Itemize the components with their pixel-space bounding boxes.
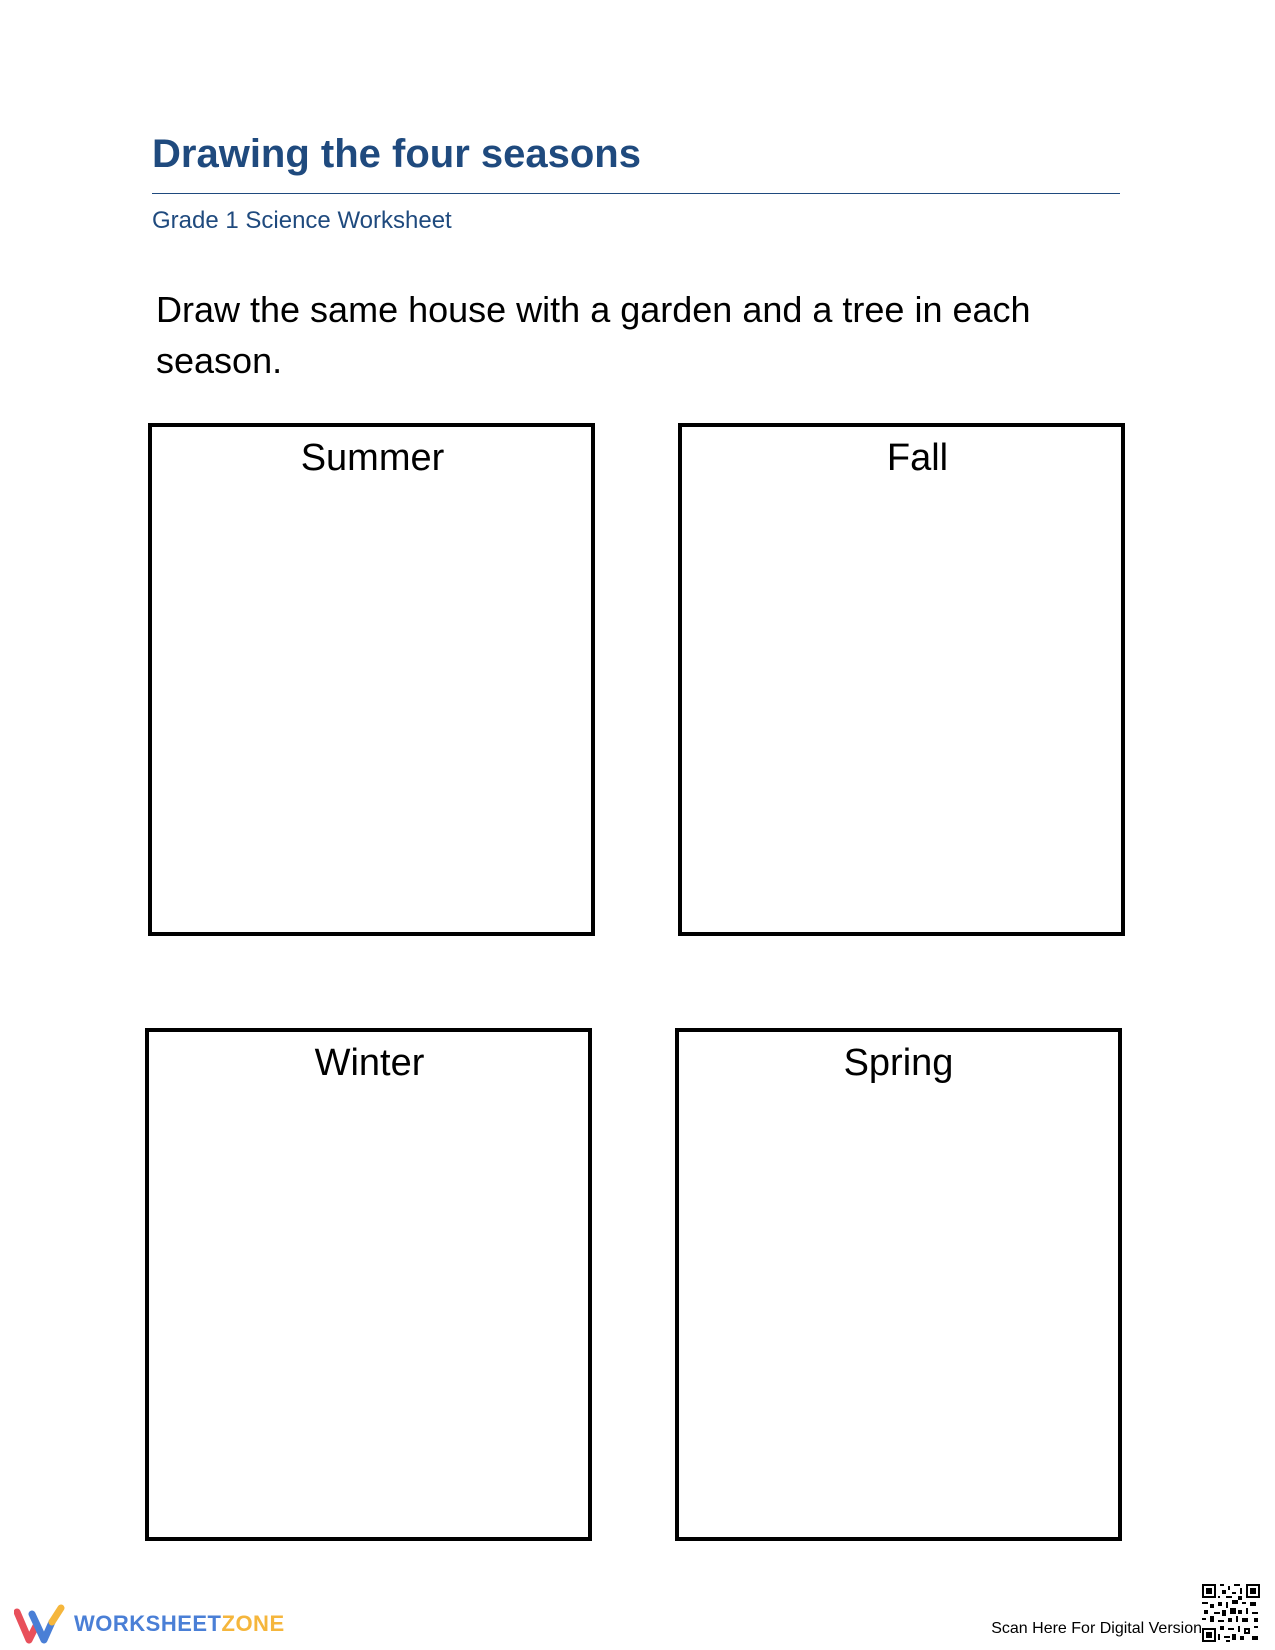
- instruction-text: Draw the same house with a garden and a tree in each season.: [156, 289, 1031, 381]
- title-divider: [152, 193, 1120, 194]
- brand-word-zone: ZONE: [221, 1611, 285, 1636]
- drawing-box-summer[interactable]: [148, 423, 595, 936]
- brand-logo[interactable]: [14, 1604, 285, 1644]
- drawing-box-spring[interactable]: [675, 1028, 1122, 1541]
- season-label-fall: Fall: [886, 437, 949, 479]
- scan-instruction: Scan Here For Digital Version: [991, 1620, 1202, 1637]
- page-subtitle: Grade 1 Science Worksheet: [152, 207, 452, 234]
- season-label-summer: Summer: [300, 437, 445, 479]
- page-title: Drawing the four seasons: [152, 132, 641, 176]
- drawing-box-fall[interactable]: [678, 423, 1125, 936]
- drawing-box-winter[interactable]: [145, 1028, 592, 1541]
- worksheetzone-w-logo-icon: [14, 1604, 66, 1644]
- season-label-spring: Spring: [843, 1042, 954, 1084]
- brand-word-worksheet: WORKSHEET: [74, 1611, 222, 1636]
- qr-code-icon[interactable]: [1202, 1584, 1260, 1642]
- season-label-winter: Winter: [314, 1042, 425, 1084]
- brand-name: [74, 1611, 285, 1637]
